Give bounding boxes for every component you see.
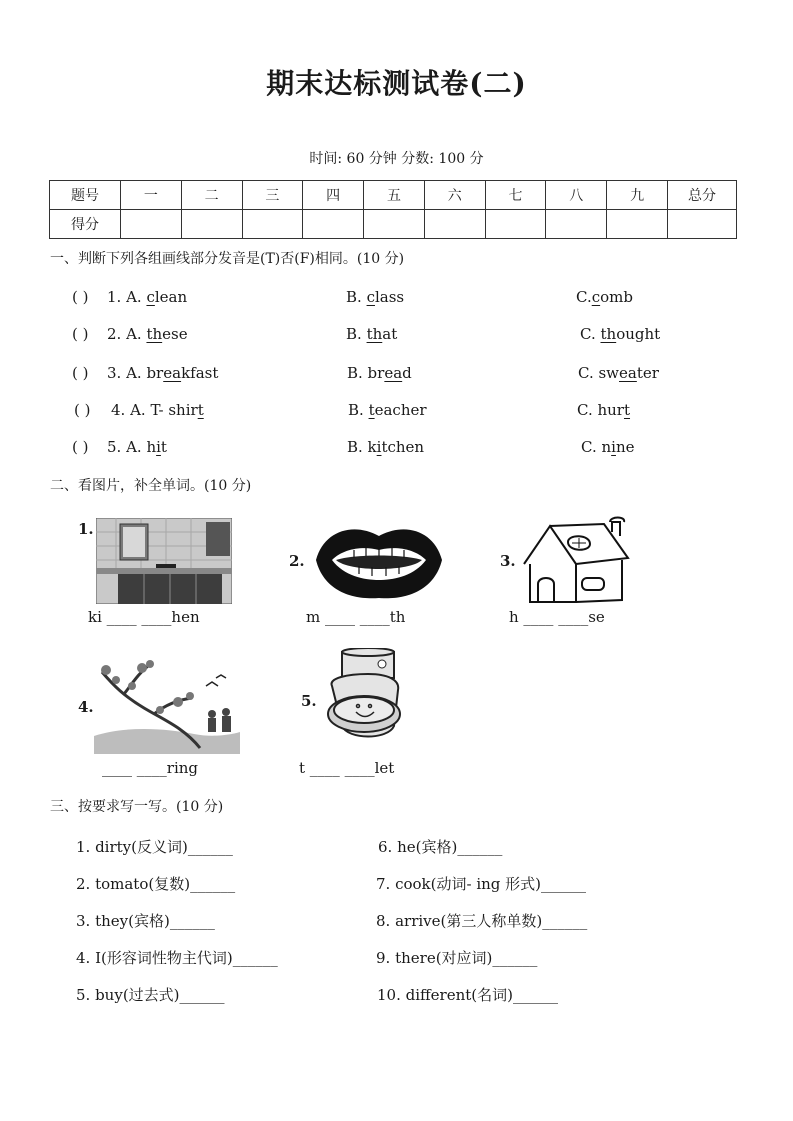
page-title: 期末达标测试卷(二) — [266, 67, 527, 100]
score-cell[interactable] — [121, 210, 182, 239]
answer-paren[interactable]: ( ) — [74, 401, 91, 419]
fill-word[interactable]: t ____ ____let — [299, 759, 395, 777]
option-c: C.comb — [576, 288, 633, 306]
header-cell: 九 — [607, 181, 668, 210]
item-number: 4. — [78, 698, 94, 716]
answer-paren[interactable]: ( ) — [72, 438, 89, 456]
header-cell: 八 — [546, 181, 607, 210]
option-a: 1. A. clean — [107, 288, 188, 306]
item-number: 3. — [500, 552, 516, 570]
score-cell[interactable] — [424, 210, 485, 239]
conversion-item[interactable]: 7. cook(动词- ing 形式)______ — [376, 875, 587, 893]
time-score-info: 时间: 60 分钟 分数: 100 分 — [309, 151, 484, 167]
score-cell[interactable] — [668, 210, 737, 239]
item-number: 1. — [78, 520, 94, 538]
toilet-picture — [318, 648, 402, 748]
fill-word[interactable]: ____ ____ring — [102, 759, 198, 777]
score-row-label: 得分 — [50, 210, 121, 239]
score-cell[interactable] — [303, 210, 364, 239]
score-cell[interactable] — [485, 210, 546, 239]
score-cell[interactable] — [546, 210, 607, 239]
score-table-score-row — [50, 210, 737, 239]
header-cell: 四 — [303, 181, 364, 210]
header-cell: 六 — [424, 181, 485, 210]
spring-picture — [94, 656, 240, 754]
option-c: C. sweater — [578, 364, 659, 382]
header-cell: 五 — [364, 181, 425, 210]
header-cell: 一 — [121, 181, 182, 210]
conversion-item[interactable]: 9. there(对应词)______ — [376, 949, 538, 967]
option-b: B. kitchen — [347, 438, 425, 456]
score-table-header-row — [50, 181, 737, 210]
conversion-item[interactable]: 3. they(宾格)______ — [76, 912, 215, 930]
option-b: B. class — [346, 288, 405, 306]
conversion-item[interactable]: 10. different(名词)______ — [377, 986, 558, 1004]
fill-word[interactable]: m ____ ____th — [306, 608, 406, 626]
house-picture — [516, 516, 636, 608]
conversion-item[interactable]: 2. tomato(复数)______ — [76, 875, 236, 893]
section2-heading: 二、看图片，补全单词。(10 分) — [50, 478, 252, 494]
option-a: 3. A. breakfast — [107, 364, 219, 382]
score-cell[interactable] — [181, 210, 242, 239]
section1-heading: 一、判断下列各组画线部分发音是(T)否(F)相同。(10 分) — [50, 251, 405, 267]
score-table — [49, 180, 737, 239]
item-number: 2. — [289, 552, 305, 570]
option-b: B. bread — [347, 364, 412, 382]
section3-heading: 三、按要求写一写。(10 分) — [50, 799, 224, 815]
item-number: 5. — [301, 692, 317, 710]
header-cell: 二 — [181, 181, 242, 210]
fill-word[interactable]: h ____ ____se — [509, 608, 605, 626]
header-cell: 三 — [242, 181, 303, 210]
answer-paren[interactable]: ( ) — [72, 364, 89, 382]
kitchen-picture — [96, 518, 232, 604]
option-a: 4. A. T- shirt — [111, 401, 204, 419]
option-b: B. teacher — [348, 401, 427, 419]
mouth-picture — [314, 522, 444, 600]
option-b: B. that — [346, 325, 398, 343]
option-c: C. thought — [580, 325, 661, 343]
option-a: 5. A. hit — [107, 438, 167, 456]
option-a: 2. A. these — [107, 325, 188, 343]
fill-word[interactable]: ki ____ ____hen — [88, 608, 200, 626]
answer-paren[interactable]: ( ) — [72, 325, 89, 343]
header-cell: 总分 — [668, 181, 737, 210]
option-c: C. nine — [581, 438, 635, 456]
score-cell[interactable] — [607, 210, 668, 239]
conversion-item[interactable]: 5. buy(过去式)______ — [76, 986, 225, 1004]
option-c: C. hurt — [577, 401, 631, 419]
answer-paren[interactable]: ( ) — [72, 288, 89, 306]
conversion-item[interactable]: 6. he(宾格)______ — [378, 838, 503, 856]
conversion-item[interactable]: 1. dirty(反义词)______ — [76, 838, 233, 856]
score-cell[interactable] — [242, 210, 303, 239]
header-cell: 题号 — [50, 181, 121, 210]
conversion-item[interactable]: 4. I(形容词性物主代词)______ — [76, 949, 278, 967]
header-cell: 七 — [485, 181, 546, 210]
conversion-item[interactable]: 8. arrive(第三人称单数)______ — [376, 912, 588, 930]
score-cell[interactable] — [364, 210, 425, 239]
